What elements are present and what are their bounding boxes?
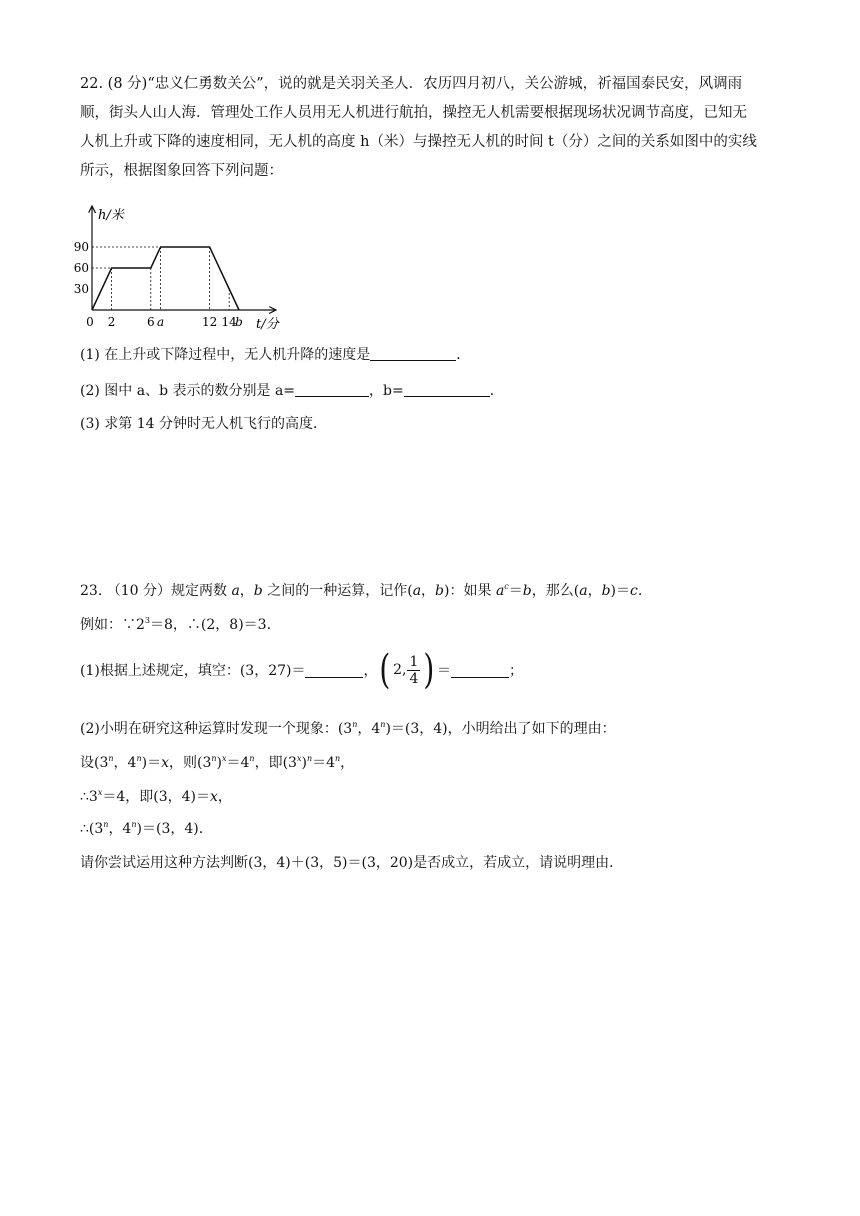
q23-head-then: ，那么( — [531, 583, 580, 599]
example-exp: 3 — [144, 616, 151, 625]
pair-first: 2, — [393, 662, 407, 678]
y-tick-label: 90 — [73, 240, 89, 254]
th2-a: ∴(3 — [80, 821, 104, 837]
x-tick-label: b — [235, 315, 243, 329]
eq: ＝ — [508, 583, 523, 599]
part-2-a: (2)小明在研究这种运算时发现一个现象：(3 — [80, 721, 353, 737]
x-tick-label: 12 — [201, 315, 218, 329]
exp-n: n — [136, 754, 142, 763]
q23-proof-therefore-1 — [80, 786, 232, 806]
fraction — [407, 654, 420, 687]
exp-x: x — [296, 754, 302, 763]
exp-n: n — [306, 754, 313, 763]
fraction-numerator: 1 — [409, 653, 419, 670]
x-tick-label: 2 — [107, 315, 116, 329]
sep: ， — [363, 663, 378, 679]
height-line — [92, 247, 239, 310]
th1-a: ∴3 — [80, 789, 98, 805]
q23-head-mid: 之间的一种运算，记作( — [262, 583, 413, 599]
example-post: ＝8，∴(2，8)＝3. — [150, 617, 272, 633]
exp-n: n — [103, 820, 109, 829]
sep: ， — [239, 583, 254, 599]
var-a: a — [231, 583, 240, 599]
q22-sub-1-text: (1) 在上升或下降过程中，无人机升降的速度是 — [80, 347, 371, 363]
q22-line-2: 顺，街头人山人海．管理处工作人员用无人机进行航拍，操控无人机需要根据现场状况调节高度，已知无 — [80, 105, 747, 121]
set-a: 设(3 — [80, 755, 109, 771]
x-tick-label: a — [157, 315, 165, 329]
th1-b: ＝4，即(3，4)＝ — [102, 789, 210, 805]
var-a: a — [412, 583, 422, 599]
exp-n: n — [211, 754, 217, 763]
var-x: x — [210, 789, 218, 805]
set-d: ，则(3 — [168, 755, 212, 771]
set-c: )＝ — [141, 755, 162, 771]
answer-blank-1[interactable] — [305, 663, 363, 678]
sep: ， — [587, 583, 602, 599]
fraction-denominator: 4 — [409, 670, 419, 687]
exp-n: n — [352, 720, 358, 729]
part-2-b: ，4 — [357, 721, 381, 737]
q23-head-mid: )：如果 — [444, 583, 496, 599]
y-tick-label: 30 — [73, 282, 89, 296]
q23-question: 请你尝试运用这种方法判断(3，4)＋(3，5)＝(3，20)是否成立，若成立，请说明理由． — [80, 855, 624, 871]
exp-n: n — [131, 820, 137, 829]
sep: ， — [421, 583, 436, 599]
exp-x: x — [221, 754, 227, 763]
exp-n: n — [108, 754, 114, 763]
set-i: ＝4 — [312, 755, 336, 771]
var-a: a — [495, 583, 505, 599]
right-paren: ) — [423, 647, 435, 693]
q22-line-1: 22. (8 分)“忠义仁勇数关公”，说的就是关羽关圣人．农历四月初八，关公游城，祈福国泰民安，风调雨 — [80, 76, 743, 92]
y-tick-label: 60 — [73, 261, 89, 275]
exp-n: n — [380, 720, 386, 729]
height-time-graph — [73, 200, 290, 335]
period: . — [637, 583, 643, 599]
eq: )＝ — [610, 583, 631, 599]
q23-header — [80, 580, 642, 600]
exp-c: c — [504, 582, 509, 591]
semicolon: ； — [508, 663, 523, 679]
set-f: ＝4 — [226, 755, 250, 771]
q22-sub-1 — [80, 344, 470, 364]
var-b: b — [435, 583, 445, 599]
var-c: c — [630, 583, 638, 599]
q22-sub-3: (3) 求第 14 分钟时无人机飞行的高度． — [80, 416, 327, 432]
answer-blank-speed[interactable] — [370, 346, 456, 361]
y-axis-label: h/米 — [98, 208, 124, 223]
var-x: x — [161, 755, 169, 771]
var-b: b — [253, 583, 263, 599]
eq: ＝ — [436, 663, 451, 679]
set-g: ，即(3 — [254, 755, 297, 771]
th2-c: )＝(3，4)． — [136, 821, 213, 837]
part-1-pre: (1)根据上述规定，填空：(3，27)＝ — [80, 663, 306, 679]
x-tick-label: 0 — [86, 315, 94, 329]
q22-sub-2-text: (2) 图中 a、b 表示的数分别是 a= — [80, 383, 296, 399]
var-b: b — [522, 583, 532, 599]
exp-n: n — [249, 754, 255, 763]
q23-proof-set — [80, 752, 354, 772]
answer-blank-2[interactable] — [451, 663, 509, 678]
var-a: a — [579, 583, 588, 599]
question-22 — [80, 70, 800, 186]
x-axis-label: t/分 — [256, 317, 279, 332]
x-tick-label: 14 — [221, 315, 237, 329]
set-e: ) — [216, 755, 222, 771]
var-b: b — [601, 583, 611, 599]
q22-sub-2-mid: ，b= — [369, 383, 404, 399]
exp-n: n — [335, 754, 341, 763]
example-pre: 例如：∵2 — [80, 617, 145, 633]
q23-example — [80, 614, 271, 634]
q22-sub-2 — [80, 380, 504, 400]
th2-b: ，4 — [108, 821, 132, 837]
q23-proof-therefore-2 — [80, 818, 213, 838]
exp-x: x — [97, 788, 103, 797]
answer-blank-b[interactable] — [404, 382, 490, 397]
q23-head-pre: 23. （10 分）规定两数 — [80, 583, 232, 599]
q23-part-1 — [80, 647, 523, 693]
part-2-c: )＝(3，4)，小明给出了如下的理由： — [385, 721, 616, 737]
q23-part-2 — [80, 718, 616, 738]
x-tick-label: 6 — [146, 315, 155, 329]
q22-sub-1-end: ． — [456, 347, 471, 363]
set-j: ， — [340, 755, 355, 771]
q22-line-3: 人机上升或下降的速度相同，无人机的高度 h（米）与操控无人机的时间 t（分）之间的关系如图中的实线 — [80, 134, 757, 150]
left-paren: ( — [379, 647, 391, 693]
pair-fraction — [377, 647, 437, 693]
set-h: ) — [301, 755, 307, 771]
q22-line-4: 所示，根据图象回答下列问题： — [80, 163, 283, 179]
q22-sub-2-end: ． — [489, 383, 504, 399]
th1-c: ， — [217, 789, 232, 805]
set-b: ，4 — [113, 755, 137, 771]
answer-blank-a[interactable] — [295, 382, 369, 397]
